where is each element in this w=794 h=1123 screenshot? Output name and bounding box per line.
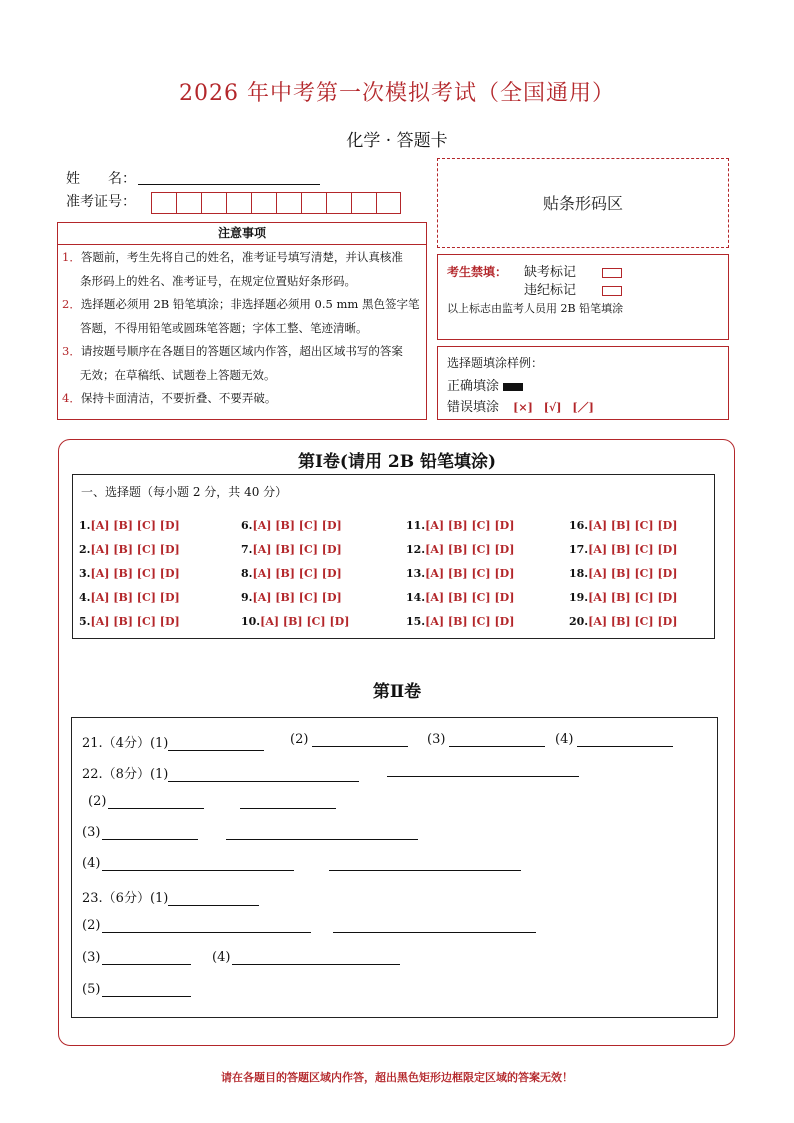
q23-part4	[212, 950, 400, 965]
footer-warning: 请在各题目的答题区域内作答，超出黑色矩形边框限定区域的答案无效！	[221, 1071, 573, 1084]
choice-options[interactable]: [A] [B] [C] [D]	[588, 543, 678, 556]
wrong-fill-marks: [×] [√] [／]	[513, 401, 594, 414]
choice-question[interactable]	[79, 543, 180, 556]
notice-line	[62, 317, 426, 341]
q23-answer-2b[interactable]	[333, 932, 536, 933]
violation-mark-box[interactable]	[602, 286, 622, 296]
notice-text: 选择题必须用 2B 铅笔填涂；非选择题必须用 0.5 mm 黑色签字笔	[80, 297, 420, 311]
choice-question[interactable]	[406, 543, 514, 556]
choice-options[interactable]: [A] [B] [C] [D]	[90, 615, 180, 628]
notice-text: 请按题号顺序在各题目的答题区域内作答，超出区域书写的答案	[80, 344, 403, 358]
forbidden-label: 考生禁填：	[447, 265, 508, 279]
q23-part3	[82, 950, 191, 965]
question-number: 5.	[79, 615, 91, 628]
notice-text: 答题，不得用铅笔或圆珠笔答题；字体工整、笔迹清晰。	[80, 320, 368, 335]
id-digit-cell[interactable]	[251, 192, 276, 214]
choice-options[interactable]: [A] [B] [C] [D]	[425, 567, 515, 580]
choice-section-label: 一、选择题（每小题 2 分，共 40 分）	[81, 485, 288, 499]
q23-answer-3[interactable]	[102, 951, 191, 965]
choice-options[interactable]: [A] [B] [C] [D]	[588, 615, 678, 628]
choice-section-box	[72, 474, 715, 639]
id-label: 准考证号：	[66, 194, 136, 210]
q22-p2-label: (2)	[88, 794, 107, 809]
q21-part4	[555, 732, 673, 747]
q21-p3-label: (3)	[427, 732, 446, 747]
q23-p4-label: (4)	[212, 950, 231, 965]
q21-row	[82, 732, 264, 751]
choice-question[interactable]	[79, 615, 180, 628]
q21-answer-1[interactable]	[168, 737, 264, 751]
notice-line	[62, 293, 426, 317]
notice-text: 保持卡面清洁，不要折叠、不要弄破。	[80, 391, 277, 405]
written-section-box	[71, 717, 718, 1018]
choice-question[interactable]	[406, 519, 514, 532]
question-number: 8.	[241, 567, 253, 580]
choice-options[interactable]: [A] [B] [C] [D]	[425, 543, 515, 556]
notice-number: 4．	[62, 391, 81, 405]
q21-p4-label: (4)	[555, 732, 574, 747]
choice-question[interactable]	[241, 543, 342, 556]
wrong-fill-row	[447, 396, 594, 415]
notice-text: 无效；在草稿纸、试题卷上答题无效。	[80, 367, 276, 382]
choice-question[interactable]	[406, 567, 514, 580]
question-number: 14.	[406, 591, 426, 604]
question-number: 1.	[79, 519, 91, 532]
choice-options[interactable]: [A] [B] [C] [D]	[90, 543, 180, 556]
q22-part2	[88, 794, 204, 809]
q23-p5-label: (5)	[82, 982, 101, 997]
fill-example-title: 选择题填涂样例：	[447, 356, 544, 370]
notice-number: 3．	[62, 344, 81, 358]
question-number: 12.	[406, 543, 426, 556]
fill-example-box	[437, 346, 729, 420]
choice-options[interactable]: [A] [B] [C] [D]	[90, 567, 180, 580]
question-number: 15.	[406, 615, 426, 628]
choice-question[interactable]	[406, 615, 514, 628]
absent-label: 缺考标记	[524, 265, 577, 280]
q23-answer-1[interactable]	[168, 892, 259, 906]
id-digit-cell[interactable]	[376, 192, 401, 214]
part2-title: 第Ⅱ卷	[372, 682, 422, 702]
choice-options[interactable]: [A] [B] [C] [D]	[260, 615, 350, 628]
examiner-mark-box	[437, 254, 729, 340]
notice-line	[62, 340, 426, 364]
choice-options[interactable]: [A] [B] [C] [D]	[425, 615, 515, 628]
question-number: 13.	[406, 567, 426, 580]
id-digit-cell[interactable]	[326, 192, 351, 214]
choice-options[interactable]: [A] [B] [C] [D]	[90, 591, 180, 604]
q21-answer-2[interactable]	[312, 733, 408, 747]
id-number-grid[interactable]	[151, 192, 401, 214]
q22-answer-2a[interactable]	[108, 795, 204, 809]
choice-options[interactable]: [A] [B] [C] [D]	[588, 591, 678, 604]
choice-question[interactable]	[406, 591, 514, 604]
name-label: 姓 名：	[66, 171, 136, 187]
q22-answer-4b[interactable]	[329, 870, 521, 871]
choice-options[interactable]: [A] [B] [C] [D]	[90, 519, 180, 532]
choice-options[interactable]: [A] [B] [C] [D]	[252, 519, 342, 532]
correct-fill-row	[447, 375, 523, 394]
notice-list	[58, 245, 426, 411]
wrong-fill-label: 错误填涂	[447, 400, 500, 415]
id-digit-cell[interactable]	[226, 192, 251, 214]
page-title: 2026 年中考第一次模拟考试（全国通用）	[179, 81, 615, 106]
q21-p2-label: (2)	[290, 732, 309, 747]
notice-box	[57, 222, 427, 420]
absent-mark-box[interactable]	[602, 268, 622, 278]
filled-block-icon	[503, 383, 523, 391]
notice-title: 注意事项	[58, 223, 426, 245]
notice-text: 答题前，考生先将自己的姓名，准考证号填写清楚，并认真核准	[80, 250, 403, 264]
q21-part3	[427, 732, 545, 747]
choice-options[interactable]: [A] [B] [C] [D]	[425, 591, 515, 604]
choice-options[interactable]: [A] [B] [C] [D]	[252, 591, 342, 604]
q23-answer-4[interactable]	[232, 951, 400, 965]
choice-question[interactable]	[569, 543, 677, 556]
forbidden-note: 以上标志由监考人员用 2B 铅笔填涂	[447, 302, 624, 315]
question-number: 3.	[79, 567, 91, 580]
notice-line	[62, 364, 426, 388]
question-number: 6.	[241, 519, 253, 532]
q22-p3-label: (3)	[82, 825, 101, 840]
correct-fill-label: 正确填涂	[447, 379, 500, 394]
q21-part2	[290, 732, 408, 747]
choice-question[interactable]	[569, 615, 677, 628]
question-number: 9.	[241, 591, 253, 604]
q23-part2	[82, 918, 311, 933]
choice-question[interactable]	[241, 567, 342, 580]
id-digit-cell[interactable]	[351, 192, 376, 214]
choice-options[interactable]: [A] [B] [C] [D]	[252, 567, 342, 580]
choice-question[interactable]	[241, 519, 342, 532]
q21-answer-4[interactable]	[577, 733, 673, 747]
id-digit-cell[interactable]	[151, 192, 176, 214]
choice-question[interactable]	[569, 591, 677, 604]
question-number: 17.	[569, 543, 589, 556]
notice-text: 条形码上的姓名、准考证号，在规定位置贴好条形码。	[80, 273, 356, 288]
part1-title: 第Ⅰ卷(请用 2B 铅笔填涂)	[297, 452, 497, 472]
q22-answer-4a[interactable]	[102, 857, 294, 871]
q22-part4	[82, 856, 294, 871]
name-field[interactable]	[138, 184, 320, 185]
choice-options[interactable]: [A] [B] [C] [D]	[588, 519, 678, 532]
question-number: 11.	[406, 519, 426, 532]
choice-question[interactable]	[79, 591, 180, 604]
question-number: 7.	[241, 543, 253, 556]
barcode-area	[437, 158, 729, 248]
notice-line	[62, 246, 426, 270]
q23-answer-2a[interactable]	[102, 919, 311, 933]
question-number: 18.	[569, 567, 589, 580]
question-number: 10.	[241, 615, 261, 628]
notice-number: 1．	[62, 250, 81, 264]
question-number: 16.	[569, 519, 589, 532]
choice-question[interactable]	[569, 567, 677, 580]
id-digit-cell[interactable]	[301, 192, 326, 214]
violation-row	[524, 279, 622, 298]
page-subtitle: 化学 · 答题卡	[346, 131, 448, 151]
q22-answer-1a[interactable]	[168, 768, 359, 782]
q22-answer-1b[interactable]	[387, 776, 579, 777]
notice-number: 2．	[62, 297, 81, 311]
absent-row	[524, 261, 622, 280]
q23-row	[82, 887, 259, 906]
choice-question[interactable]	[241, 591, 342, 604]
q21-label: 21.（4分）(1)	[82, 736, 169, 751]
notice-line	[62, 387, 426, 411]
question-number: 2.	[79, 543, 91, 556]
question-number: 20.	[569, 615, 589, 628]
choice-question[interactable]	[241, 615, 349, 628]
q23-part5	[82, 982, 191, 997]
q22-answer-3a[interactable]	[102, 826, 198, 840]
q23-label: 23.（6分）(1)	[82, 891, 169, 906]
id-digit-cell[interactable]	[276, 192, 301, 214]
q23-p3-label: (3)	[82, 950, 101, 965]
q22-answer-3b[interactable]	[226, 839, 418, 840]
q21-answer-3[interactable]	[449, 733, 545, 747]
q23-p2-label: (2)	[82, 918, 101, 933]
id-digit-cell[interactable]	[176, 192, 201, 214]
barcode-label: 贴条形码区	[542, 194, 623, 213]
notice-line	[62, 270, 426, 294]
question-number: 19.	[569, 591, 589, 604]
choice-question[interactable]	[79, 567, 180, 580]
q22-label: 22.（8分）(1)	[82, 767, 169, 782]
q22-part3	[82, 825, 198, 840]
id-digit-cell[interactable]	[201, 192, 226, 214]
question-number: 4.	[79, 591, 91, 604]
q23-answer-5[interactable]	[102, 983, 191, 997]
q22-p4-label: (4)	[82, 856, 101, 871]
choice-options[interactable]: [A] [B] [C] [D]	[252, 543, 342, 556]
q22-row	[82, 763, 359, 782]
choice-options[interactable]: [A] [B] [C] [D]	[425, 519, 515, 532]
choice-question[interactable]	[79, 519, 180, 532]
violation-label: 违纪标记	[524, 283, 577, 298]
q22-answer-2b[interactable]	[240, 808, 336, 809]
choice-question[interactable]	[569, 519, 677, 532]
choice-options[interactable]: [A] [B] [C] [D]	[588, 567, 678, 580]
